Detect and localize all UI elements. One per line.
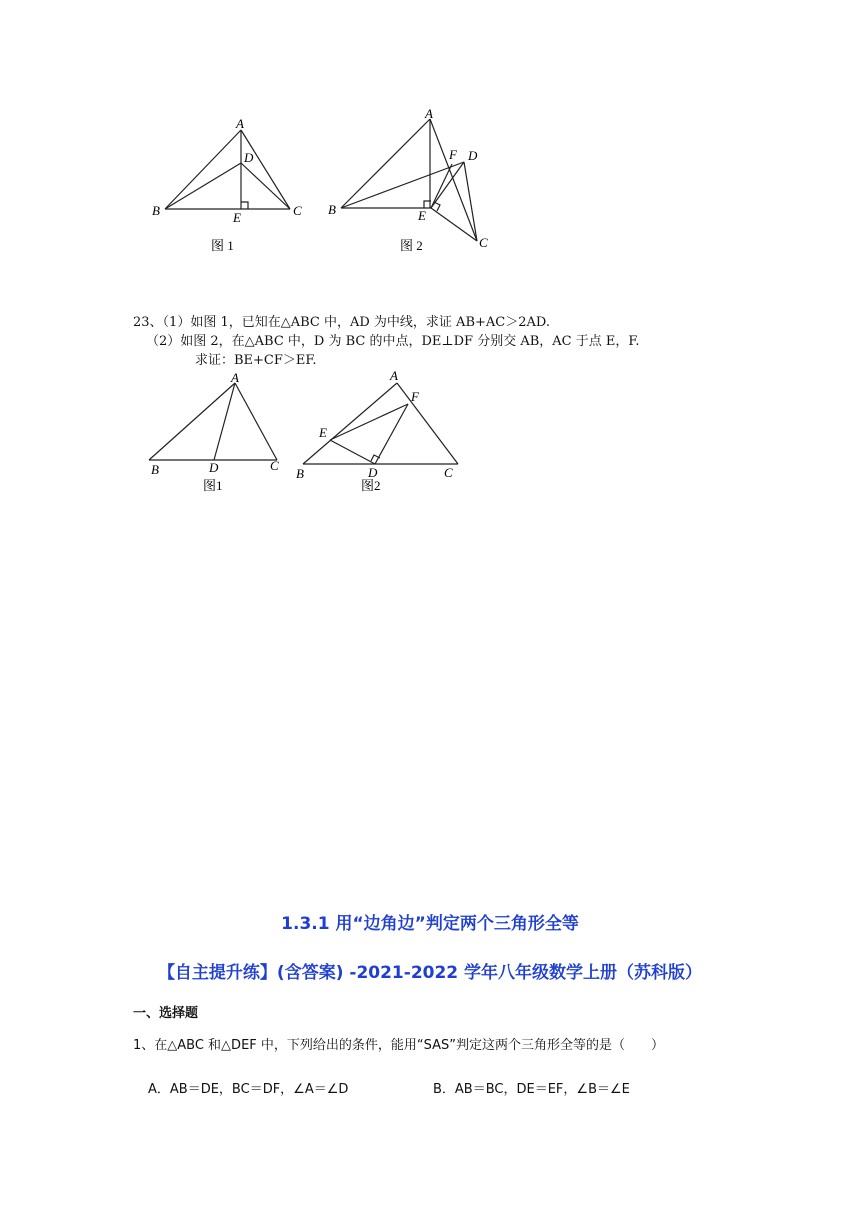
question-23-line-1: 23、（1）如图 1，已知在△ABC 中，AD 为中线，求证 AB+AC＞2AD. bbox=[133, 315, 550, 330]
q23-fig2-label-e: E bbox=[319, 425, 327, 440]
q23-figures bbox=[0, 360, 860, 500]
q23-fig1-caption: 图1 bbox=[203, 478, 223, 493]
top-figures bbox=[0, 0, 860, 270]
top-figure-1-labels bbox=[152, 116, 302, 253]
fig1-label-a: A bbox=[236, 116, 244, 131]
q23-fig2-label-d: D bbox=[368, 465, 378, 480]
document-title-line-2: 【自主提升练】(含答案) -2021-2022 学年八年级数学上册（苏科版） bbox=[157, 963, 703, 983]
question-1-stem: 1、在△ABC 和△DEF 中，下列给出的条件，能用“SAS”判定这两个三角形全等的是（ ） bbox=[133, 1038, 665, 1053]
fig2-label-d: D bbox=[468, 148, 478, 163]
q23-fig2-caption: 图2 bbox=[361, 478, 381, 493]
q23-figure-1 bbox=[149, 383, 277, 460]
top-figure-2 bbox=[341, 119, 477, 241]
q23-fig2-label-f: F bbox=[411, 389, 419, 404]
q23-fig2-label-a: A bbox=[390, 368, 398, 383]
q23-figure-2-labels bbox=[296, 368, 453, 493]
fig2-label-f: F bbox=[449, 147, 457, 162]
question-23-line-2: （2）如图 2，在△ABC 中，D 为 BC 的中点，DE⊥DF 分别交 AB，AC 于点 E，F. bbox=[146, 334, 640, 349]
fig2-label-c: C bbox=[479, 235, 488, 250]
section-label: 一、选择题 bbox=[133, 1006, 199, 1021]
q23-figure-2 bbox=[303, 383, 458, 464]
q23-figure-1-labels bbox=[151, 370, 279, 493]
fig2-label-b: B bbox=[328, 202, 336, 217]
question-1-option-a: A．AB＝DE，BC＝DF，∠A＝∠D bbox=[148, 1082, 349, 1097]
fig2-label-a: A bbox=[425, 106, 433, 121]
fig1-label-e: E bbox=[233, 210, 241, 225]
q23-fig1-label-b: B bbox=[151, 462, 159, 477]
fig2-caption: 图 2 bbox=[400, 238, 423, 253]
fig2-label-e: E bbox=[418, 208, 426, 223]
q23-fig2-label-b: B bbox=[296, 466, 304, 481]
q23-fig2-label-c: C bbox=[444, 465, 453, 480]
q23-fig1-label-a: A bbox=[231, 370, 239, 385]
fig1-caption: 图 1 bbox=[211, 238, 234, 253]
question-1-option-b: B．AB＝BC，DE＝EF，∠B＝∠E bbox=[433, 1082, 630, 1097]
q23-fig1-label-d: D bbox=[209, 460, 219, 475]
top-figure-1 bbox=[165, 130, 290, 209]
q23-fig1-label-c: C bbox=[270, 458, 279, 473]
fig1-label-d: D bbox=[244, 150, 254, 165]
document-title-line-1: 1.3.1 用“边角边”判定两个三角形全等 bbox=[281, 914, 579, 934]
fig1-label-c: C bbox=[293, 203, 302, 218]
question-23-line-3: 求证：BE+CF＞EF. bbox=[195, 353, 317, 368]
fig1-label-b: B bbox=[152, 203, 160, 218]
